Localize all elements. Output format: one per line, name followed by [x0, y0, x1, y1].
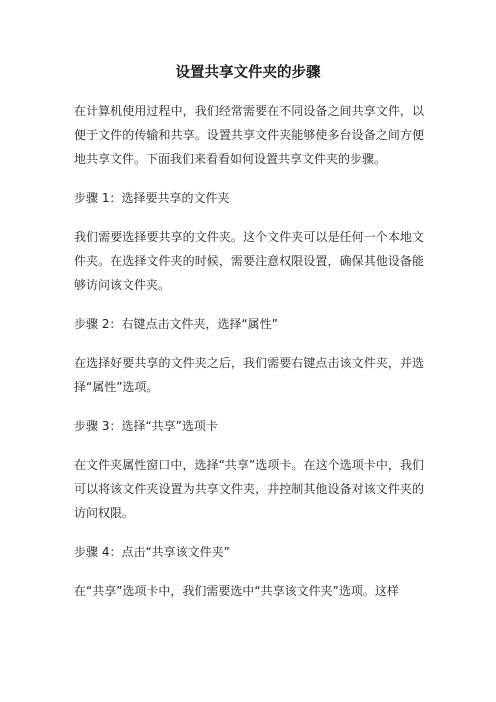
step-4-paragraph: 在“共享”选项卡中，我们需要选中“共享该文件夹”选项。这样: [74, 584, 399, 598]
step-1-paragraph: 我们需要选择要共享的文件夹。这个文件夹可以是任何一个本地文件夹。在选择文件夹的时候，需要注意权限设置，确保其他设备能够访问该文件夹。: [74, 230, 424, 292]
document-body: [74, 99, 424, 618]
document-title: 设置共享文件夹的步骤: [175, 65, 321, 81]
step-1-heading: 步骤 1：选择要共享的文件夹: [74, 191, 230, 205]
step-3-paragraph: 在文件夹属性窗口中，选择“共享”选项卡。在这个选项卡中，我们可以将该文件夹设置为共享文件夹，并控制其他设备对该文件夹的访问权限。: [74, 458, 424, 520]
step-2-heading: 步骤 2：右键点击文件夹，选择“属性”: [74, 317, 278, 331]
step-3-heading: 步骤 3：选择“共享”选项卡: [74, 419, 218, 433]
step-4-heading: 步骤 4：点击“共享该文件夹”: [74, 545, 230, 559]
intro-paragraph: 在计算机使用过程中，我们经常需要在不同设备之间共享文件，以便于文件的传输和共享。设置共享文件夹能够使多台设备之间方便地共享文件。下面我们来看看如何设置共享文件夹的步骤。: [74, 104, 424, 166]
step-2-paragraph: 在选择好要共享的文件夹之后，我们需要右键点击该文件夹，并选择“属性”选项。: [74, 356, 424, 394]
